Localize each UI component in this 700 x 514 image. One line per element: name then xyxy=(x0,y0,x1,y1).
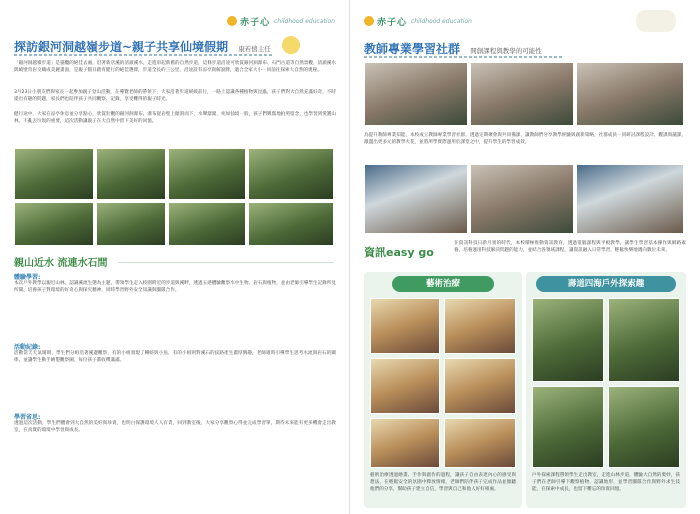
cloud-icon xyxy=(636,10,676,32)
sun-icon xyxy=(282,36,300,54)
class-photo-2 xyxy=(470,62,574,126)
art-photo-6 xyxy=(444,418,516,468)
article2-title: 親山近水 流連水石間 xyxy=(14,258,108,269)
right-brand: 赤子心 xyxy=(377,17,408,28)
hike-photo-7 xyxy=(168,202,246,246)
hike-photo-8 xyxy=(248,202,334,246)
left-brand: 赤子心 xyxy=(240,17,271,28)
right-brand-sub: childhood education xyxy=(411,17,472,25)
art-photo-1 xyxy=(370,298,440,354)
section3-text: 透過這次活動，學生們體會到大自然的美好與珍貴，也明白保護環境人人有責，回到教室後，大家分享觀察心得並完成學習單，期待未來能有更多機會走出教室，在真實的環境中學習與成長。 xyxy=(14,421,336,433)
outdoor-photo-4 xyxy=(608,386,680,468)
outdoor-panel xyxy=(526,272,686,508)
right-article1-text: 為提升教師專業知能，本校成立教師專業學習社群，透過定期聚會與共同備課，讓教師們分享教學經驗與創新策略，社群成員一同研討課程設計、觀課與議課，激盪出更多元的教學火花，並將所學實際運用於課堂之中，提升學生的學習成效。 xyxy=(364,133,686,145)
outdoor-title: 壽道四海戶外探索趣 xyxy=(536,276,676,292)
art-photo-4 xyxy=(444,358,516,414)
outdoor-photo-3 xyxy=(532,386,604,468)
it-photo-1 xyxy=(364,164,468,234)
art-photo-2 xyxy=(444,298,516,354)
section1-heading: 體驗學習: xyxy=(14,274,41,281)
hike-photo-1 xyxy=(14,148,94,200)
left-brand-sub: childhood education xyxy=(274,17,335,25)
class-photo-1 xyxy=(364,62,468,126)
outdoor-photo-2 xyxy=(608,298,680,382)
article1-title: 探訪銀河洞越嶺步道~親子共享仙境假期 xyxy=(14,40,229,54)
title-underline xyxy=(364,56,564,58)
hike-photo-4 xyxy=(248,148,334,200)
right-article1-subtitle: 開創課程與教學的可能性 xyxy=(470,47,542,55)
article1-byline: 康若僖主任 xyxy=(238,45,271,53)
it-photo-2 xyxy=(470,164,574,234)
it-photo-3 xyxy=(576,164,684,234)
section3-heading: 學習省思: xyxy=(14,414,41,421)
article1-p2: 3月23日小朋友們與家長一起參加親子登山活動，在導覽老師的帶領下，大家沿著步道緩緩前行，一路上認識各種植物與昆蟲，孩子們對大自然充滿好奇，不時提出有趣的問題，家長們也陪伴孩子共同觀察、記錄，享受難得的親子時光。 xyxy=(14,90,336,102)
logo-icon xyxy=(227,16,237,26)
right-masthead xyxy=(364,14,472,28)
right-article2-text: 在資訊科技日新月異的時代，本校積極推動資訊教育，透過電腦課程與平板教學，讓學生學習基本操作與網路素養，培養運用科技解決問題的能力，並結合各領域課程，讓資訊融入日常學習，輕鬆快樂地邁向數位未來。 xyxy=(454,241,686,253)
right-article2-title: 資訊easy go xyxy=(364,246,434,259)
logo-icon xyxy=(364,16,374,26)
art-photo-3 xyxy=(370,358,440,414)
section2-text: 活動當天天氣晴朗，學生們分組沿著溪邊觀察，有的小組發現了蝌蚪與小魚，有的小組則對溪石的紋路產生濃厚興趣，老師適時引導學生思考水流與岩石的關係，並讓學生動手繪製觀察圖，每位孩子都收穫滿滿。 xyxy=(14,351,336,363)
right-article1-title-row xyxy=(364,40,542,57)
title-underline xyxy=(14,54,274,56)
left-masthead xyxy=(227,14,335,28)
article1-title-row xyxy=(14,38,271,55)
art-therapy-panel xyxy=(364,272,522,508)
article1-p3: 健行途中，大家在涼亭休息並分享點心，欣賞壯觀的銀河洞瀑布，瀑布從岩壁上傾瀉而下，水聲潺潺，宛如仙境一般，孩子們興奮地拍照留念，也學習到愛護山林、不亂丟垃圾的重要，這次活動讓親子在大自然中留下美好的回憶。 xyxy=(14,112,336,124)
class-photo-3 xyxy=(576,62,684,126)
section2-heading: 活動紀錄: xyxy=(14,344,41,351)
section1-text: 本次戶外教學以親近山林、認識溪流生態為主題，帶領學生走入校園附近的步道與溪畔，透過五感體驗觀察水中生物、岩石與植物，並由老師引導學生記錄所見所聞，培養孩子對環境的好奇心與探究精神，同時學習野外安全知識與團隊合作。 xyxy=(14,281,336,293)
divider-line xyxy=(118,262,334,263)
hike-photo-5 xyxy=(14,202,94,246)
art-photo-5 xyxy=(370,418,440,468)
hike-photo-3 xyxy=(168,148,246,200)
right-article1-title: 教師專業學習社群 xyxy=(364,42,461,56)
hike-photo-2 xyxy=(96,148,166,200)
art-therapy-text: 藝術治療透過繪畫、手作與創作的過程，讓孩子自由表達內心的感受與想法，在輕鬆安全的氛圍中釋放情緒，老師們陪伴孩子完成作品並傾聽他們的分享，幫助孩子建立自信，學習與自己和他人好好相處。 xyxy=(370,473,516,492)
right-page xyxy=(350,0,700,514)
outdoor-photo-1 xyxy=(532,298,604,382)
outdoor-text: 戶外探索課程帶領學生走出教室，走進山林步道，體驗大自然的奧妙，孩子們在老師引導下觀察植物、認識地形，並學習團隊合作與野外求生技能，在探索中成長，也留下難忘的珍貴回憶。 xyxy=(532,473,680,492)
art-therapy-title: 藝術治療 xyxy=(392,276,494,292)
article1-p1: 「銀河洞越嶺步道」是貓纜的絕佳去處，沿著新店溪的清澈溪水，走進串起新舊的自然步道，這條步道沿途可欣賞銀河洞瀑布、石門古道等自然景觀，清澈溪水與峭壁奇岩交織成美麗畫面，是親子假日踏青健行的絕佳選擇，步道全長約三公里，沿途設有涼亭與解說牌，適合全家大小一同前往探索大自然的奧秘。 xyxy=(14,61,336,73)
hike-photo-6 xyxy=(96,202,166,246)
